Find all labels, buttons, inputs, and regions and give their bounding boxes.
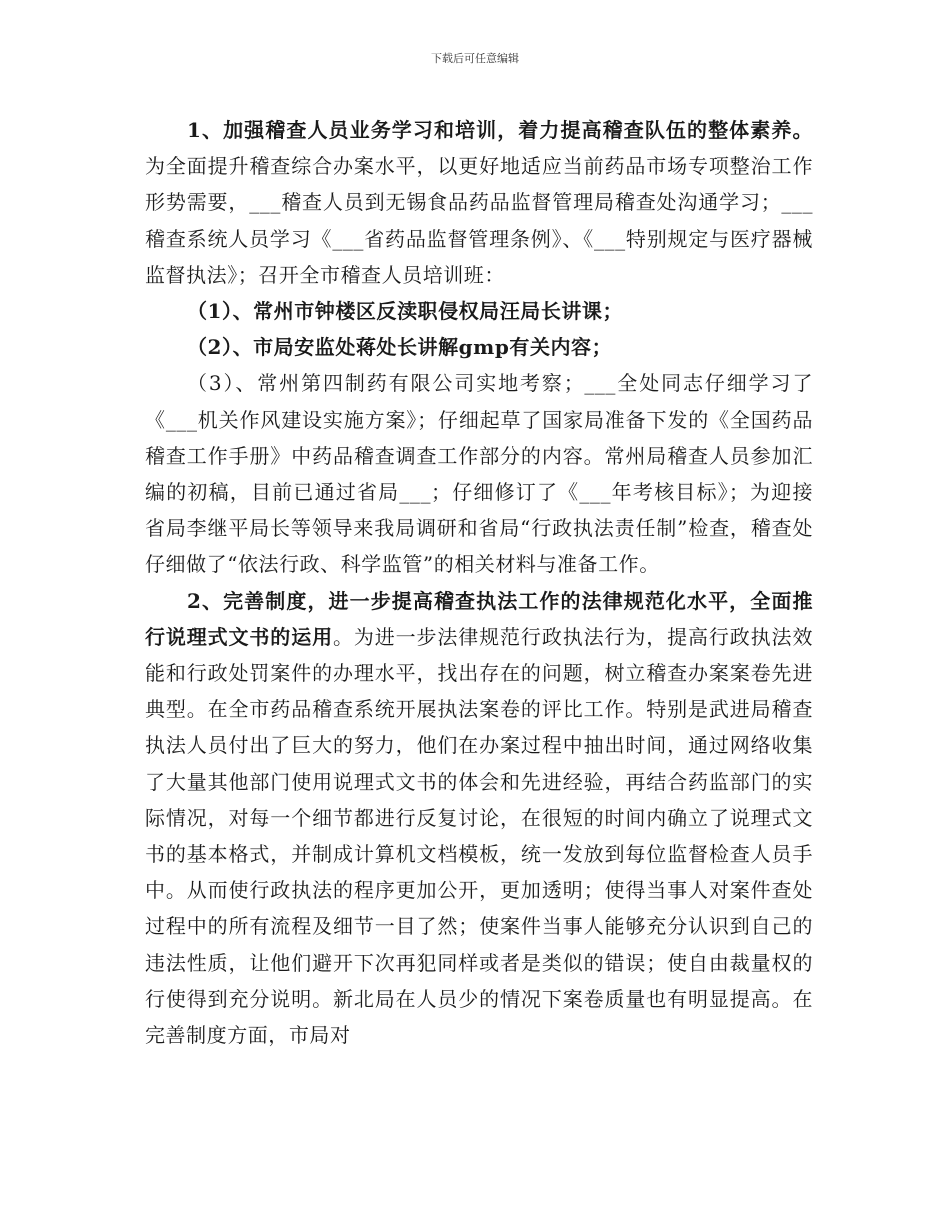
section-1-heading: 1、加强稽查人员业务学习和培训，着力提高稽查队伍的整体素养。 — [187, 118, 813, 142]
section-2-body: 。为进一步法律规范行政执法行为，提高行政执法效能和行政处罚案件的办理水平，找出存在的问题，树立稽查办案案卷先进典型。在全市药品稽查系统开展执法案卷的评比工作。特别是武进局稽查执法人员付出了巨大的努力，他们在办案过程中抽出时间，通过网络收集了大量其他部门使用说理式文书的体会和先进经验，再结合药监部门的实际情况，对每一个细节都进行反复讨论，在很短的时间内确立了说理式文书的基本格式，并制成计算机文档模板，统一发放到每位监督检查人员手中。从而使行政执法的程序更加公开，更加透明；使得当事人对案件查处过程中的所有流程及细节一目了然；使案件当事人能够充分认识到自己的违法性质，让他们避开下次再犯同样或者是类似的错误；使自由裁量权的行使得到充分说明。新北局在人员少的情况下案卷质量也有明显提高。在完善制度方面，市局对 — [145, 624, 813, 1048]
section-2-paragraph — [145, 583, 813, 1054]
page-header-note: 下载后可任意编辑 — [431, 52, 519, 65]
list-item-1: （1）、常州市钟楼区反渎职侵权局汪局长讲课； — [187, 299, 624, 324]
section-2-heading: 2、完善制度，进一步提高稽查执法工作的法律规范化水平，全面推行说理式文书的运用 — [145, 588, 813, 649]
section-1-body: 为全面提升稽查综合办案水平，以更好地适应当前药品市场专项整治工作形势需要，___稽查人员到无锡食品药品监督管理局稽查处沟通学习；___稽查系统人员学习《___省药品监督管理条例》、《___特别规定与医疗器械监督执法》；召开全市稽查人员培训班： — [145, 154, 813, 287]
list-item-3: （3）、常州第四制药有限公司实地考察；___全处同志仔细学习了《___机关作风建设实施方案》；仔细起草了国家局准备下发的《全国药品稽查工作手册》中药品稽查调查工作部分的内容。常州局稽查人员参加汇编的初稿，目前已通过省局___；仔细修订了《___年考核目标》；为迎接省局李继平局长等领导来我局调研和省局“行政执法责任制”检查，稽查处仔细做了“依法行政、科学监管”的相关材料与准备工作。 — [145, 371, 813, 577]
document-body — [145, 112, 813, 1053]
list-item-2: （2）、市局安监处蒋处长讲解gmp有关内容； — [187, 335, 613, 360]
section-1-paragraph — [145, 112, 813, 293]
